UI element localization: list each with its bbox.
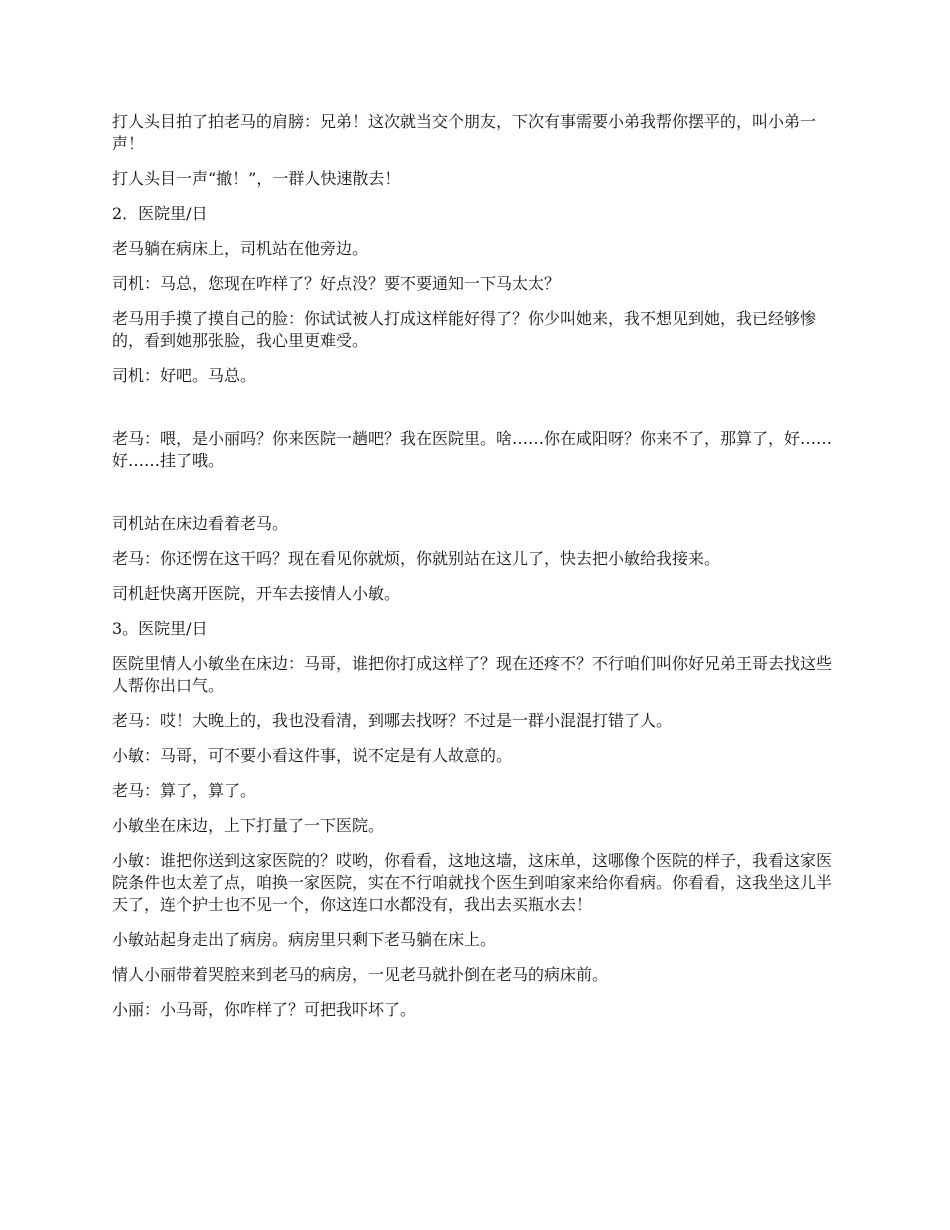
paragraph: 小丽：小马哥，你咋样了？可把我吓坏了。	[112, 1000, 417, 1019]
paragraph: 医院里情人小敏坐在床边：马哥，谁把你打成这样了？现在还疼不？不行咱们叫你好兄弟王哥去找这些人帮你出口气。	[112, 654, 833, 695]
paragraph: 老马躺在病床上，司机站在他旁边。	[112, 239, 369, 258]
paragraph: 老马：算了，算了。	[112, 781, 257, 800]
paragraph: 司机站在床边看着老马。	[112, 514, 289, 533]
paragraph: 打人头目拍了拍老马的肩膀：兄弟！这次就当交个朋友，下次有事需要小弟我帮你摆平的，叫小弟一声！	[112, 112, 817, 153]
paragraph: 情人小丽带着哭腔来到老马的病房，一见老马就扑倒在老马的病床前。	[112, 965, 609, 984]
scene-heading: 3。医院里/日	[112, 619, 208, 638]
paragraph: 司机赶快离开医院，开车去接情人小敏。	[112, 584, 401, 603]
paragraph: 老马：你还愣在这干吗？现在看见你就烦，你就别站在这儿了，快去把小敏给我接来。	[112, 549, 721, 568]
paragraph: 小敏：谁把你送到这家医院的？哎哟，你看看，这地这墙，这床单，这哪像个医院的样子，我看这家医院条件也太差了点，咱换一家医院，实在不行咱就找个医生到咱家来给你看病。你看看，这我坐这儿半天了，连个护士也不见一个，你这连口水都没有，我出去买瓶水去！	[112, 851, 833, 914]
paragraph: 老马用手摸了摸自己的脸：你试试被人打成这样能好得了？你少叫她来，我不想见到她，我已经够惨的，看到她那张脸，我心里更难受。	[112, 309, 817, 350]
paragraph: 老马：哎！大晚上的，我也没看清，到哪去找呀？不过是一群小混混打错了人。	[112, 711, 673, 730]
blank-line	[112, 485, 838, 513]
paragraph: 司机：好吧。马总。	[112, 366, 257, 385]
paragraph: 司机：马总，您现在咋样了？好点没？要不要通知一下马太太？	[112, 274, 561, 293]
paragraph: 打人头目一声“撤！”，一群人快速散去！	[112, 169, 401, 188]
paragraph: 老马：喂，是小丽吗？你来医院一趟吧？我在医院里。啥……你在咸阳呀？你来不了，那算了，好……好……挂了哦。	[112, 429, 833, 470]
paragraph: 小敏：马哥，可不要小看这件事，说不定是有人故意的。	[112, 746, 513, 765]
paragraph: 小敏坐在床边，上下打量了一下医院。	[112, 816, 385, 835]
blank-line	[112, 400, 838, 428]
scene-heading: 2．医院里/日	[112, 204, 208, 223]
paragraph: 小敏站起身走出了病房。病房里只剩下老马躺在床上。	[112, 930, 497, 949]
